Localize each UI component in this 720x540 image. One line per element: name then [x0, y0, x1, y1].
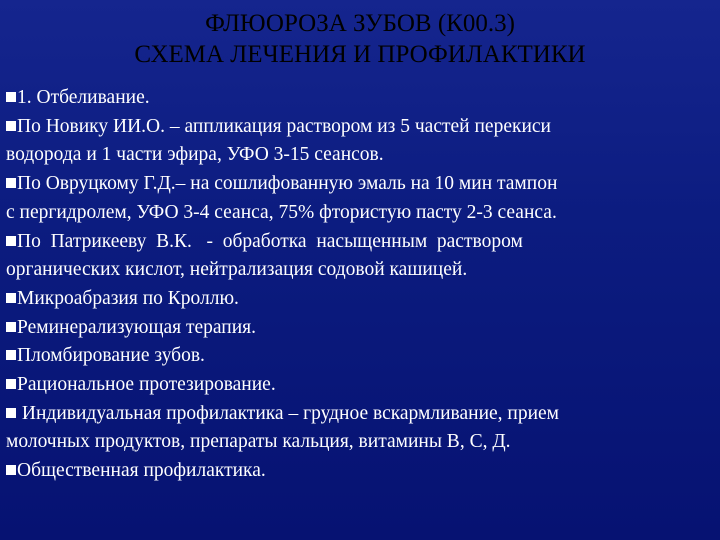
square-bullet-icon: [6, 236, 16, 246]
list-item: [6, 457, 690, 486]
list-item: [6, 84, 690, 113]
square-bullet-icon: [6, 350, 16, 360]
list-item-text-continued: с пергидролем, УФО 3-4 сеанса, 75% фтористую пасту 2-3 сеанса.: [6, 201, 557, 223]
list-item: [6, 400, 690, 457]
list-item-text-continued: молочных продуктов, препараты кальция, витамины В, С, Д.: [6, 431, 511, 453]
square-bullet-icon: [6, 408, 16, 418]
square-bullet-icon: [6, 379, 16, 389]
list-item: [6, 342, 690, 371]
list-item: [6, 371, 690, 400]
square-bullet-icon: [6, 322, 16, 332]
square-bullet-icon: [6, 178, 16, 188]
list-item: [6, 228, 690, 285]
list-item-text: По Овруцкому Г.Д.– на сошлифованную эмаль на 10 мин тампон: [17, 173, 558, 195]
list-item-text: 1. Отбеливание.: [17, 87, 150, 108]
square-bullet-icon: [6, 465, 16, 475]
bullet-list: [6, 84, 690, 486]
square-bullet-icon: [6, 121, 16, 131]
list-item-text: Микроабразия по Кроллю.: [17, 287, 239, 309]
slide-title: [0, 8, 720, 70]
list-item-text-continued: водорода и 1 части эфира, УФО 3-15 сеансов.: [6, 144, 384, 166]
list-item-text: По Новику ИИ.О. – аппликация раствором из 5 частей перекиси: [17, 115, 551, 137]
title-line-1: ФЛЮОРОЗА ЗУБОВ (К00.3): [205, 10, 515, 37]
list-item: [6, 285, 690, 314]
title-line-2: СХЕМА ЛЕЧЕНИЯ И ПРОФИЛАКТИКИ: [134, 41, 586, 68]
list-item-text: Индивидуальная профилактика – грудное вскармливание, прием: [17, 402, 560, 424]
list-item: [6, 113, 690, 170]
list-item-text: Реминерализующая терапия.: [17, 316, 257, 338]
list-item-text: Общественная профилактика.: [17, 460, 266, 482]
list-item-text: По Патрикееву В.К. - обработка насыщенным раствором: [17, 230, 523, 252]
square-bullet-icon: [6, 92, 16, 102]
list-item-text-continued: органических кислот, нейтрализация содовой кашицей.: [6, 259, 468, 281]
list-item: [6, 170, 690, 227]
square-bullet-icon: [6, 293, 16, 303]
list-item-text: Рациональное протезирование.: [17, 374, 276, 396]
list-item-text: Пломбирование зубов.: [17, 345, 205, 367]
list-item: [6, 314, 690, 343]
